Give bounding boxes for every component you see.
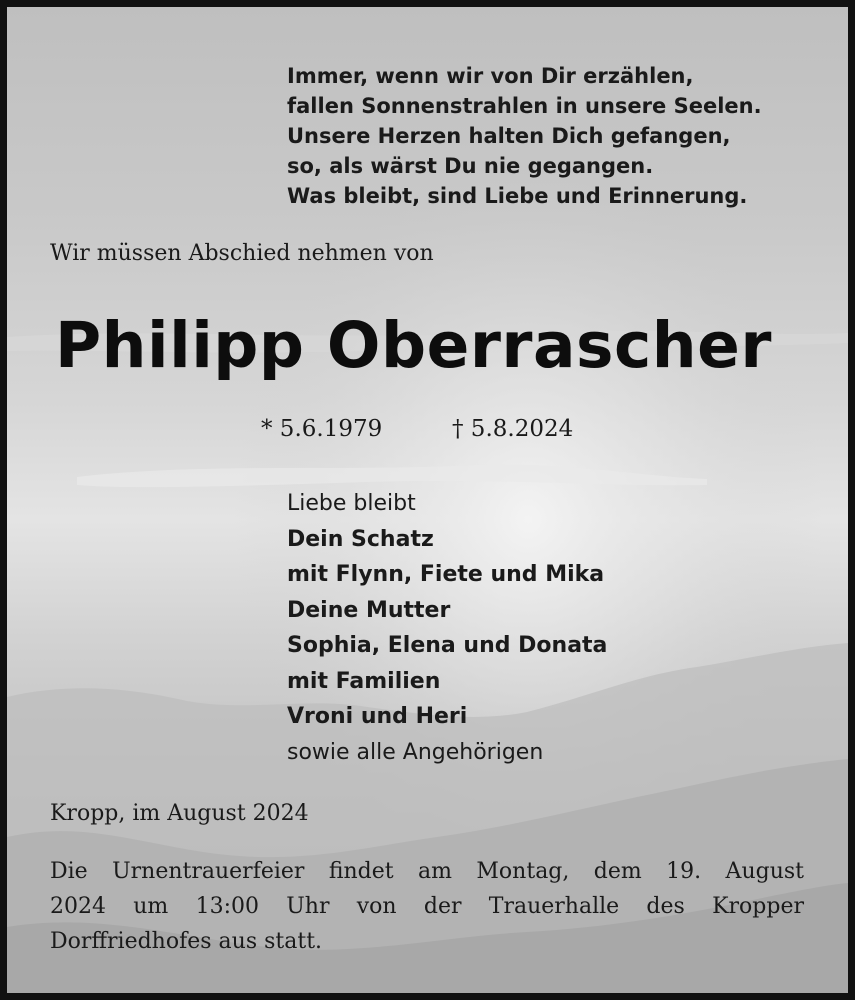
mourner-line: Liebe bleibt [287, 491, 416, 516]
mourner-line: Vroni und Heri [287, 704, 468, 729]
mourners-list [287, 486, 607, 770]
death-date: † 5.8.2024 [452, 416, 574, 442]
service-line: Dorffriedhofes aus statt. [50, 929, 323, 954]
mourner-line: Dein Schatz [287, 526, 434, 552]
poem-line: so, als wärst Du nie gegangen. [287, 154, 654, 178]
funeral-service-info [50, 854, 804, 959]
poem-line: Was bleibt, sind Liebe und Erinnerung. [287, 184, 748, 208]
service-line: 2024 um 13:00 Uhr von der Trauerhalle des Kropper [50, 894, 804, 919]
poem-line: fallen Sonnenstrahlen in unsere Seelen. [287, 94, 762, 118]
service-line: Die Urnentrauerfeier findet am Montag, dem 19. August [50, 859, 804, 884]
mourner-line: mit Flynn, Fiete und Mika [287, 562, 605, 587]
mourner-line: Deine Mutter [287, 597, 451, 623]
poem-line: Immer, wenn wir von Dir erzählen, [287, 64, 694, 88]
poem [287, 61, 762, 211]
farewell-intro: Wir müssen Abschied nehmen von [50, 241, 434, 266]
poem-line: Unsere Herzen halten Dich gefangen, [287, 124, 731, 148]
place-and-date: Kropp, im August 2024 [50, 801, 309, 826]
mourner-line: Sophia, Elena und Donata [287, 633, 608, 658]
deceased-name: Philipp Oberrascher [55, 309, 772, 382]
mourner-line: sowie alle Angehörigen [287, 739, 544, 765]
mourner-line: mit Familien [287, 668, 441, 694]
birth-date: * 5.6.1979 [261, 416, 383, 442]
